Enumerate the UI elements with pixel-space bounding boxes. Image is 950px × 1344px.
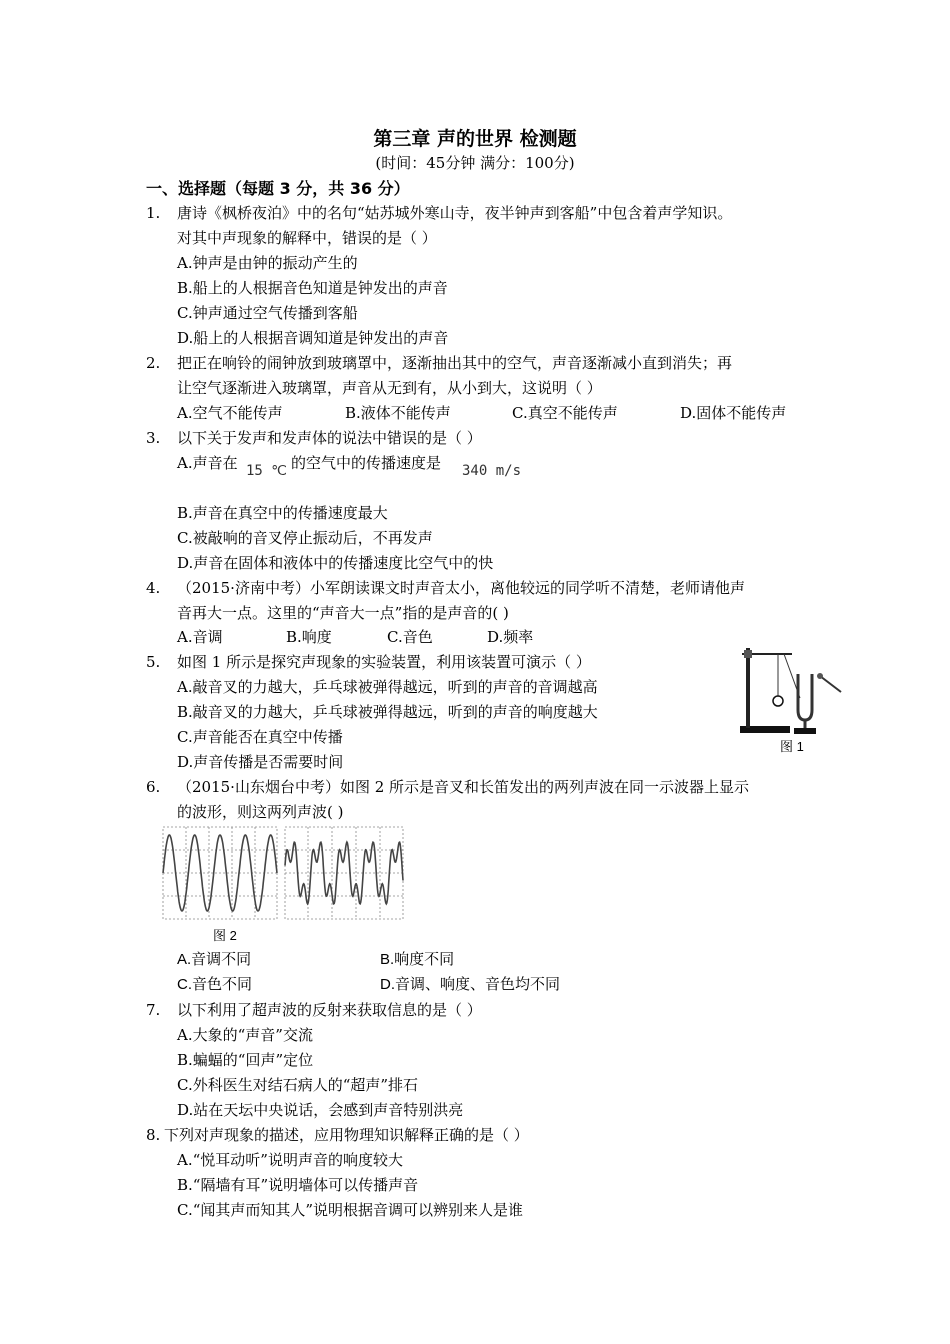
- q4-option-a: A.音调: [177, 628, 223, 646]
- q8-option-c: C.“闻其声而知其人”说明根据音调可以辨别来人是谁: [177, 1201, 524, 1219]
- q1-number: 1.: [146, 204, 161, 222]
- q6-option-b: B.响度不同: [380, 951, 455, 968]
- q7-option-b: B.蝙蝠的“回声”定位: [177, 1051, 314, 1069]
- q4-option-b: B.响度: [286, 628, 332, 646]
- q1-option-b: B.船上的人根据音色知道是钟发出的声音: [177, 279, 448, 297]
- section-heading: 一、选择题（每题 3 分，共 36 分）: [146, 179, 410, 198]
- q3-option-c: C.被敲响的音叉停止振动后，不再发声: [177, 529, 433, 547]
- q4-stem-line1: （2015·济南中考）小军朗读课文时声音太小，离他较远的同学听不清楚，老师请他声: [177, 579, 745, 597]
- page-title: 第三章 声的世界 检测题: [373, 128, 577, 150]
- q4-option-c: C.音色: [387, 628, 433, 646]
- q5-number: 5.: [146, 653, 161, 671]
- q8-stem-line1: 下列对声现象的描述，应用物理知识解释正确的是（ ）: [164, 1126, 529, 1144]
- q3-option-b: B.声音在真空中的传播速度最大: [177, 504, 388, 522]
- q2-option-c: C.真空不能传声: [512, 404, 618, 422]
- q7-option-a: A.大象的“声音”交流: [177, 1026, 313, 1044]
- q5-option-d: D.声音传播是否需要时间: [177, 753, 344, 771]
- q1-option-c: C.钟声通过空气传播到客船: [177, 304, 358, 322]
- q6-stem-line2: 的波形，则这两列声波( ): [177, 803, 344, 821]
- q2-stem-line1: 把正在响铃的闹钟放到玻璃罩中，逐渐抽出其中的空气，声音逐渐减小直到消失；再: [177, 354, 733, 372]
- figure-2-caption: 图 2: [213, 928, 237, 943]
- q8-number: 8.: [146, 1126, 161, 1144]
- q2-number: 2.: [146, 354, 161, 372]
- q3-option-a-prefix: A.声音在: [177, 454, 238, 472]
- page-subtitle: (时间：45分钟 满分：100分): [375, 154, 575, 172]
- q6-option-c: C.音色不同: [177, 976, 253, 993]
- figure-1-caption: 图 1: [780, 739, 804, 754]
- q7-option-d: D.站在天坛中央说话，会感到声音特别洪亮: [177, 1101, 464, 1119]
- q7-option-c: C.外科医生对结石病人的“超声”排石: [177, 1076, 419, 1094]
- q1-option-d: D.船上的人根据音调知道是钟发出的声音: [177, 329, 449, 347]
- q2-option-d: D.固体不能传声: [680, 404, 787, 422]
- q4-stem-line2: 音再大一点。这里的“声音大一点”指的是声音的( ): [177, 604, 509, 622]
- q3-option-d: D.声音在固体和液体中的传播速度比空气中的快: [177, 554, 494, 572]
- figure-2-oscilloscope: [160, 824, 406, 922]
- q3-number: 3.: [146, 429, 161, 447]
- q6-stem-line1: （2015·山东烟台中考）如图 2 所示是音叉和长笛发出的两列声波在同一示波器上显示: [177, 778, 750, 796]
- q7-stem-line1: 以下利用了超声波的反射来获取信息的是（ ）: [177, 1001, 482, 1019]
- q5-option-b: B.敲音叉的力越大，乒乓球被弹得越远，听到的声音的响度越大: [177, 703, 598, 721]
- q5-option-c: C.声音能否在真空中传播: [177, 728, 343, 746]
- q4-number: 4.: [146, 579, 161, 597]
- q6-option-d: D.音调、响度、音色均不同: [380, 976, 561, 993]
- q6-number: 6.: [146, 778, 161, 796]
- oscilloscope-panel-flute: [285, 827, 403, 919]
- q4-option-d: D.频率: [487, 628, 534, 646]
- q8-option-b: B.“隔墙有耳”说明墙体可以传播声音: [177, 1176, 419, 1194]
- figure-1-apparatus: [730, 640, 850, 740]
- q5-option-a: A.敲音叉的力越大，乒乓球被弹得越远，听到的声音的音调越高: [177, 678, 598, 696]
- q3-option-a-middle: 的空气中的传播速度是: [291, 454, 442, 472]
- q3-stem-line1: 以下关于发声和发声体的说法中错误的是（ ）: [177, 429, 482, 447]
- q2-option-b: B.液体不能传声: [345, 404, 451, 422]
- q1-stem-line1: 唐诗《枫桥夜泊》中的名句“姑苏城外寒山寺，夜半钟声到客船”中包含着声学知识。: [177, 204, 733, 222]
- q2-stem-line2: 让空气逐渐进入玻璃罩，声音从无到有，从小到大，这说明（ ）: [177, 379, 602, 397]
- q2-option-a: A.空气不能传声: [177, 404, 283, 422]
- q7-number: 7.: [146, 1001, 161, 1019]
- q3-speed-formula: 340 m/s: [462, 463, 522, 479]
- q5-stem-line1: 如图 1 所示是探究声现象的实验装置，利用该装置可演示（ ）: [177, 653, 591, 671]
- q3-temperature-formula: 15 ℃: [246, 463, 288, 479]
- q1-stem-line2: 对其中声现象的解释中，错误的是（ ）: [177, 229, 437, 247]
- q8-option-a: A.“悦耳动听”说明声音的响度较大: [177, 1151, 403, 1169]
- q1-option-a: A.钟声是由钟的振动产生的: [177, 254, 358, 272]
- q6-option-a: A.音调不同: [177, 951, 252, 968]
